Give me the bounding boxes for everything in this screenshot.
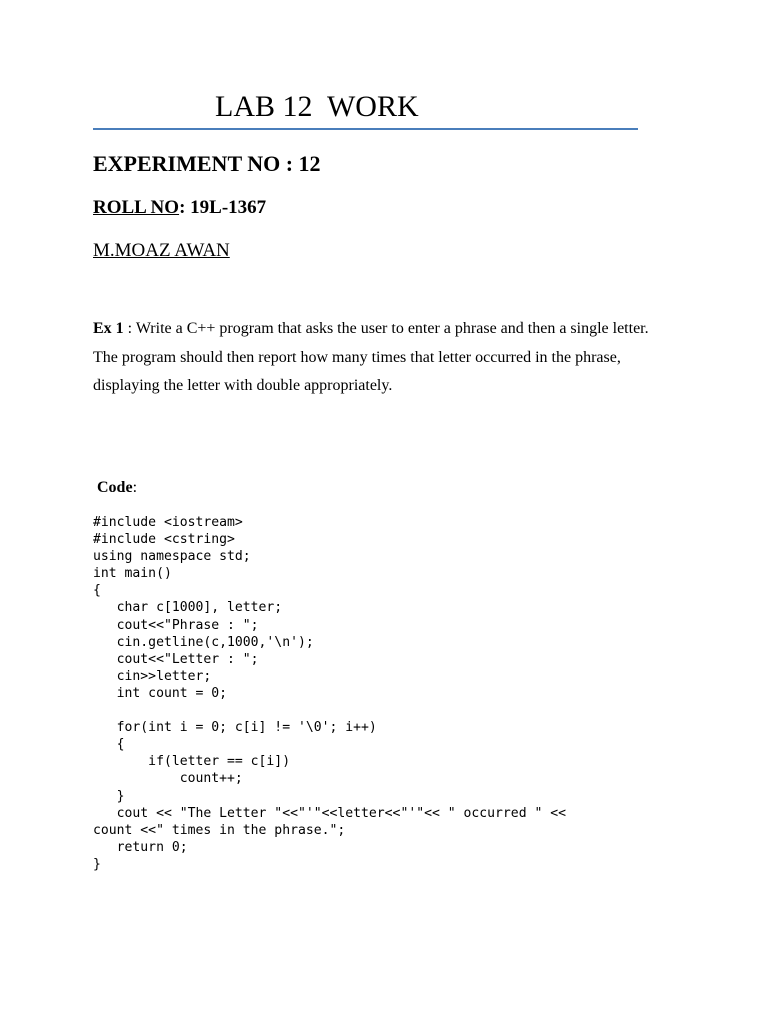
code-line: cin.getline(c,1000,'\n'); (93, 634, 314, 650)
experiment-heading: EXPERIMENT NO : 12 (93, 151, 321, 176)
exercise-text: : Write a C++ program that asks the user to enter a phrase and then a single letter. The program should then report how many times that letter occurred in the phrase, displaying the letter with double appropriately. (93, 320, 649, 395)
code-line: cout<<"Letter : "; (93, 651, 259, 667)
code-line: for(int i = 0; c[i] != '\0'; i++) (93, 720, 377, 736)
roll-number-label: ROLL NO (93, 197, 180, 218)
code-line: int count = 0; (93, 685, 228, 701)
code-line: using namespace std; (93, 549, 251, 565)
code-line: count <<" times in the phrase."; (93, 822, 346, 838)
code-line: { (93, 737, 125, 753)
code-line: count++; (93, 771, 243, 787)
code-line: cout<<"Phrase : "; (93, 617, 259, 633)
code-label: Code (97, 479, 133, 496)
code-label-suffix: : (132, 479, 138, 496)
code-line: { (93, 583, 101, 599)
page-title: LAB 12 WORK (215, 90, 419, 123)
code-line: #include <cstring> (93, 532, 235, 548)
code-line: #include <iostream> (93, 515, 243, 530)
code-line: cin>>letter; (93, 668, 212, 684)
code-line: int main() (93, 566, 172, 582)
code-line: if(letter == c[i]) (93, 754, 291, 770)
code-line: cout << "The Letter "<<"'"<<letter<<"'"<< " occurred " << (93, 805, 566, 821)
title-underline-rule (93, 128, 638, 130)
roll-number-line (93, 196, 266, 220)
code-line: return 0; (93, 839, 188, 855)
exercise-label: Ex 1 (93, 320, 124, 337)
exercise-description (93, 315, 653, 401)
code-line: } (93, 856, 101, 872)
code-line (93, 702, 693, 719)
roll-number-value: : 19L-1367 (179, 197, 267, 218)
student-name: M.MOAZ AWAN (93, 240, 230, 261)
code-block (93, 514, 693, 873)
code-line: char c[1000], letter; (93, 600, 283, 616)
code-line: } (93, 788, 125, 804)
code-heading (97, 477, 137, 499)
